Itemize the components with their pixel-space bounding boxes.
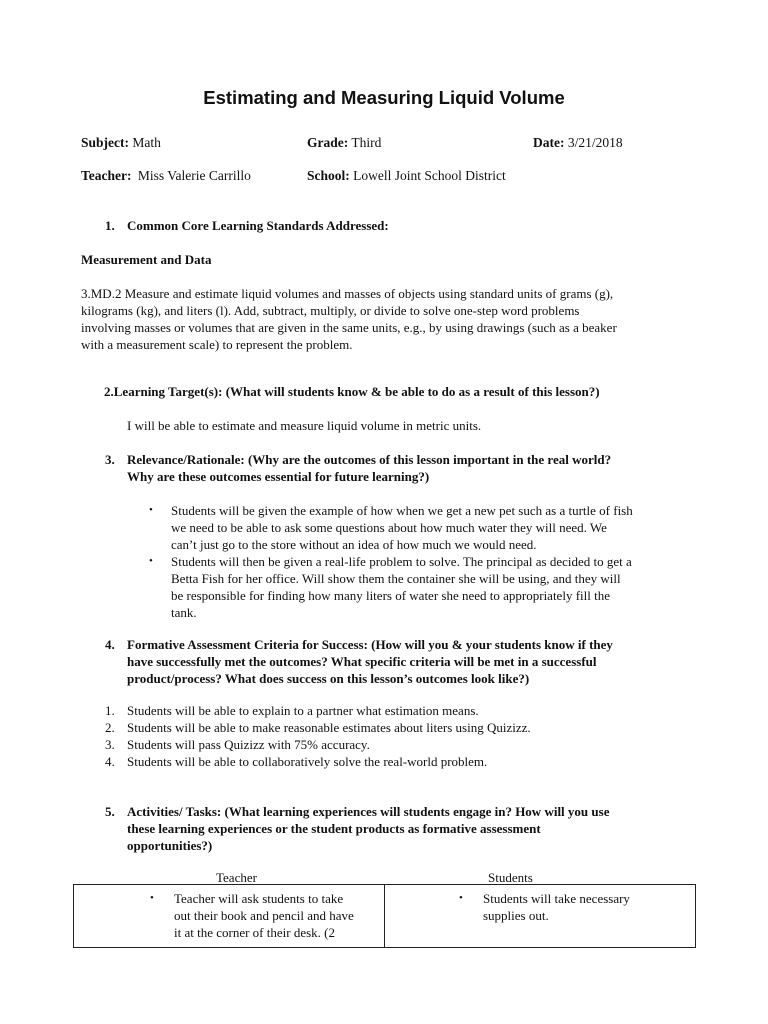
grade-label: Grade: [307, 135, 349, 150]
section4-heading-line: product/process? What does success on this lesson’s outcomes look like?) [127, 671, 530, 686]
list-item [105, 702, 705, 719]
learning-target: I will be able to estimate and measure liquid volume in metric units. [127, 418, 482, 433]
subject-value: Math [132, 135, 161, 150]
list-item-text: Students will be able to make reasonable estimates about liters using Quizizz. [127, 720, 531, 735]
bullet-icon: • [149, 504, 153, 516]
subject-label: Subject: [81, 135, 129, 150]
teacher-field [81, 167, 251, 184]
school-field [307, 167, 506, 184]
list-item [105, 753, 705, 770]
section3-number: 3. [105, 452, 115, 467]
activities-table [73, 884, 696, 948]
column-header-students: Students [488, 870, 533, 885]
standard-line: kilograms (kg), and liters (l). Add, subtract, multiply, or divide to solve one-step word problems [81, 303, 580, 318]
section3-heading-line: Relevance/Rationale: (Why are the outcomes of this lesson important in the real world? [127, 452, 612, 467]
table-row [74, 885, 696, 948]
standard-line: involving masses or volumes that are given in the same units, e.g., by using drawings (such as a beaker [81, 320, 617, 335]
list-item-number: 1. [105, 703, 115, 718]
cell-line: it at the corner of their desk. (2 [174, 925, 335, 940]
standard-line: 3.MD.2 Measure and estimate liquid volumes and masses of objects using standard units of grams (g), [81, 286, 614, 301]
list-item [105, 736, 705, 753]
standard-line: with a measurement scale) to represent the problem. [81, 337, 353, 352]
list-item [105, 719, 705, 736]
teacher-value: Miss Valerie Carrillo [137, 168, 251, 183]
bullet-icon: • [150, 892, 154, 904]
list-item-number: 3. [105, 737, 115, 752]
cell-line: out their book and pencil and have [174, 908, 354, 923]
list-item [459, 890, 689, 924]
section3-heading-line: Why are these outcomes essential for future learning?) [127, 469, 430, 484]
date-field [533, 134, 623, 151]
section2-label: 2.Learning Target(s): ( [104, 384, 231, 399]
list-item-text: Students will be able to collaboratively solve the real-world problem. [127, 754, 488, 769]
cell-line: Students will take necessary [483, 891, 630, 906]
section4-heading-line: Formative Assessment Criteria for Success: (How will you & your students know if they [127, 637, 613, 652]
bullet-icon: • [149, 555, 153, 567]
section2-question: What will students know & be able to do as a result of this lesson?) [230, 384, 600, 399]
students-cell [385, 885, 696, 948]
list-item-text: Students will pass Quizizz with 75% accuracy. [127, 737, 370, 752]
grade-field [307, 134, 381, 151]
list-item-line: Students will then be given a real-life problem to solve. The principal as decided to get a [171, 554, 632, 569]
list-item-number: 4. [105, 754, 115, 769]
column-header-teacher: Teacher [216, 870, 257, 885]
list-item-line: Betta Fish for her office. Will show them the container she will be using, and they will [171, 571, 621, 586]
teacher-label: Teacher: [81, 168, 132, 183]
section5-heading-line: opportunities?) [127, 838, 213, 853]
section1-heading: Common Core Learning Standards Addressed: [127, 218, 389, 233]
section5-heading-line: these learning experiences or the student products as formative assessment [127, 821, 541, 836]
section2-heading [104, 383, 704, 400]
list-item-text: Students will be able to explain to a partner what estimation means. [127, 703, 479, 718]
rationale-list [149, 502, 709, 621]
list-item-line: be responsible for finding how many liters of water she need to appropriately fill the [171, 588, 610, 603]
date-value: 3/21/2018 [567, 135, 623, 150]
list-item [150, 890, 378, 941]
school-label: School: [307, 168, 350, 183]
grade-value: Third [351, 135, 382, 150]
criteria-list [105, 702, 705, 770]
section4-heading [127, 636, 707, 687]
list-item-line: tank. [171, 605, 197, 620]
section4-heading-line: have successfully met the outcomes? What specific criteria will be met in a successful [127, 654, 597, 669]
list-item-line: we need to be able to ask some questions about how much water they will need. We [171, 520, 607, 535]
section1-number: 1. [105, 218, 115, 233]
section5-heading-line: Activities/ Tasks: (What learning experiences will students engage in? How will you use [127, 804, 610, 819]
section5-number: 5. [105, 804, 115, 819]
subject-field [81, 134, 161, 151]
list-item [149, 502, 709, 553]
list-item-line: Students will be given the example of how when we get a new pet such as a turtle of fish [171, 503, 633, 518]
section5-heading [127, 803, 707, 854]
teacher-cell [74, 885, 385, 948]
school-value: Lowell Joint School District [353, 168, 506, 183]
bullet-icon: • [459, 892, 463, 904]
list-item-number: 2. [105, 720, 115, 735]
page-title: Estimating and Measuring Liquid Volume [203, 87, 565, 108]
standard-text [81, 285, 701, 353]
cell-line: supplies out. [483, 908, 549, 923]
section1-subheading: Measurement and Data [81, 252, 212, 267]
list-item-line: can’t just go to the store without an idea of how much we would need. [171, 537, 537, 552]
date-label: Date: [533, 135, 565, 150]
section3-heading [127, 451, 707, 485]
list-item [149, 553, 709, 621]
cell-line: Teacher will ask students to take [174, 891, 344, 906]
section4-number: 4. [105, 637, 115, 652]
